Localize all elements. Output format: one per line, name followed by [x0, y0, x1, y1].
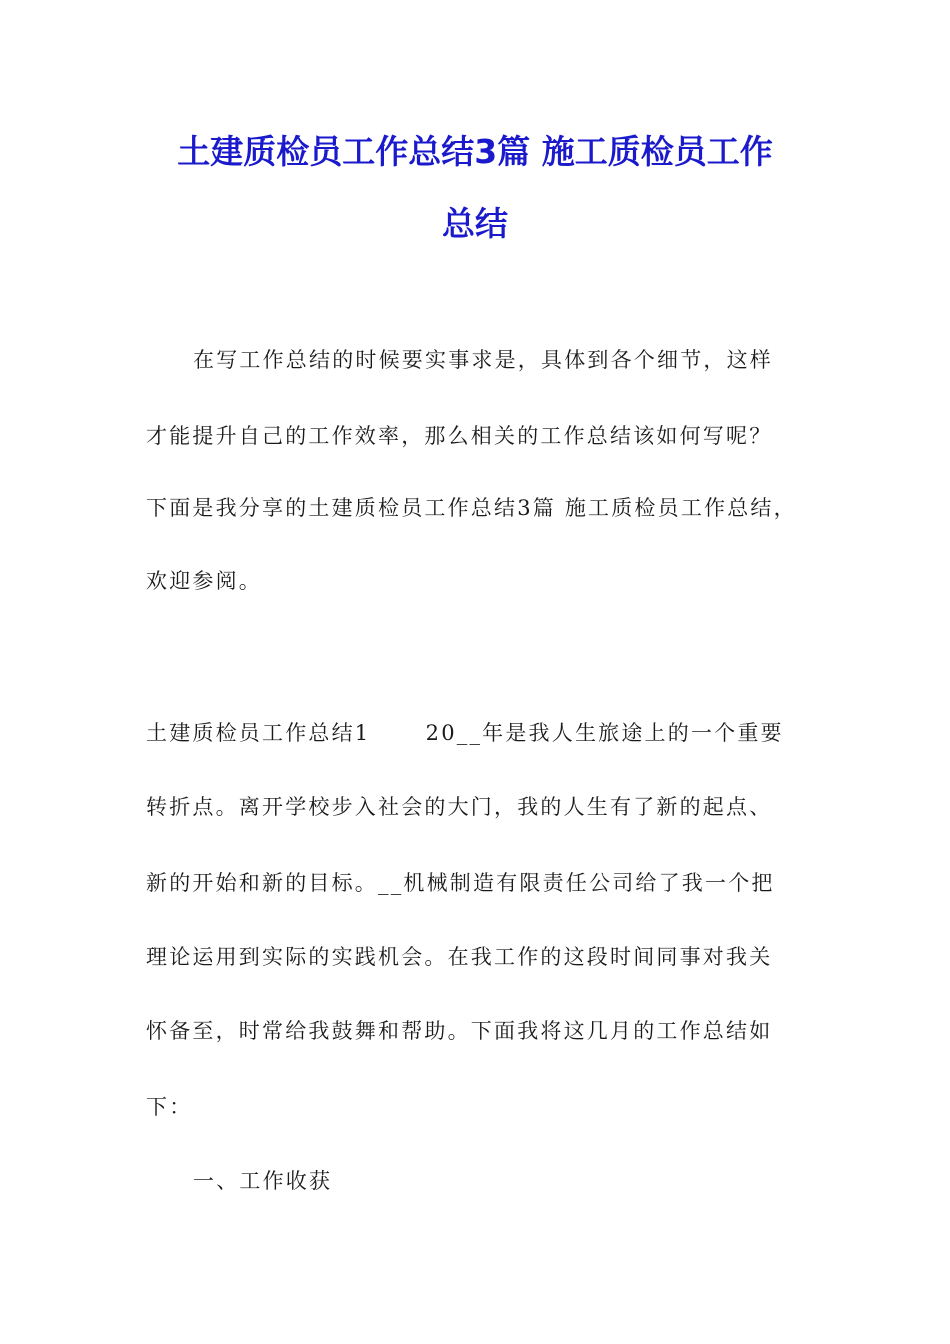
- section-paragraph-line: 新的开始和新的目标。__机械制造有限责任公司给了我一个把: [146, 871, 775, 895]
- intro-paragraph-line: 欢迎参阅。: [146, 569, 262, 593]
- section-paragraph-line: 怀备至，时常给我鼓舞和帮助。下面我将这几月的工作总结如: [146, 1019, 773, 1043]
- section-paragraph-line: 下：: [146, 1095, 193, 1119]
- document-title-line-2: 总结: [442, 204, 508, 243]
- section-paragraph-line: 理论运用到实际的实践机会。在我工作的这段时间同事对我关: [146, 945, 773, 969]
- intro-paragraph-line: 在写工作总结的时候要实事求是，具体到各个细节，这样: [193, 348, 773, 372]
- section-heading: 一、工作收获: [193, 1169, 333, 1193]
- document-title-line-1: 土建质检员工作总结3篇 施工质检员工作: [177, 132, 773, 171]
- intro-paragraph-line: 下面是我分享的土建质检员工作总结3篇 施工质检员工作总结，: [146, 496, 797, 520]
- section-paragraph-line: 转折点。离开学校步入社会的大门，我的人生有了新的起点、: [146, 795, 773, 819]
- section-paragraph-line: 土建质检员工作总结1 20__年是我人生旅途上的一个重要: [146, 721, 784, 745]
- intro-paragraph-line: 才能提升自己的工作效率，那么相关的工作总结该如何写呢？: [146, 424, 773, 448]
